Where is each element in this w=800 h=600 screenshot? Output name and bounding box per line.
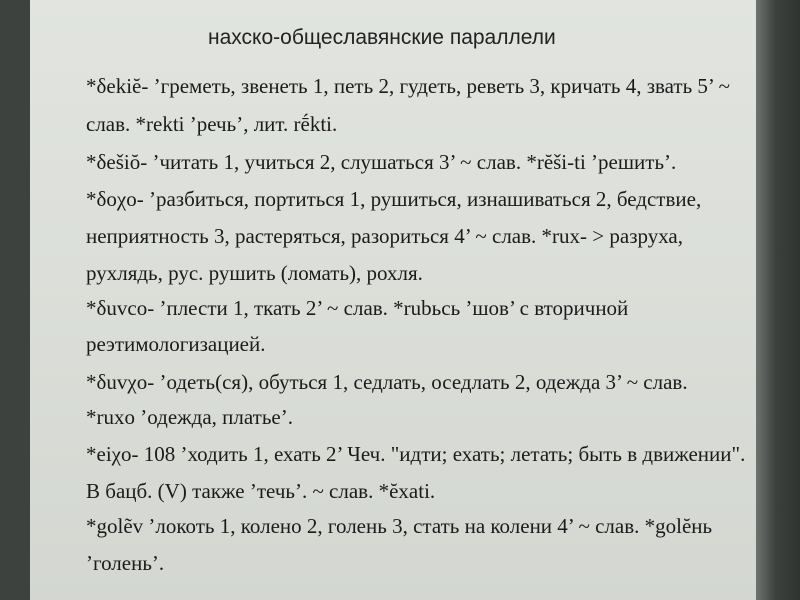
- screen-edge-shadow: [756, 0, 800, 600]
- text-line: В бацб. (V) также ’течь’. ~ слав. *ĕxati.: [86, 479, 436, 503]
- text-line: *δuvco- ’плести 1, ткать 2’ ~ слав. *rubьсь ’шов’ с вторичной: [86, 296, 629, 320]
- text-line: ’голень’.: [86, 551, 165, 575]
- text-line: *δekiĕ- ’греметь, звенеть 1, петь 2, гудеть, реветь 3, кричать 4, звать 5’ ~: [86, 74, 730, 98]
- text-line: *ruxo ’одежда, платье’.: [86, 405, 293, 429]
- text-line: *δoχo- ’разбиться, портиться 1, рушиться, изнашиваться 2, бедствие,: [86, 187, 702, 211]
- text-line: слав. *rekti ’речь’, лит. rḗkti.: [86, 112, 338, 136]
- text-line: *δešiŏ- ’читать 1, учиться 2, слушаться 3’ ~ слав. *rĕši-ti ’решить’.: [86, 150, 677, 174]
- text-line: *eiχo- 108 ’ходить 1, ехать 2’ Чеч. "идти; ехать; летать; быть в движении".: [86, 442, 746, 466]
- text-line: рухлядь, рус. рушить (ломать), рохля.: [86, 261, 423, 285]
- text-line: неприятность 3, растеряться, разориться 4’ ~ слав. *rux- > разруха,: [86, 224, 684, 248]
- text-line: *δuvχo- ’одеть(ся), обуться 1, седлать, оседлать 2, одежда 3’ ~ слав.: [86, 370, 688, 394]
- text-line: *golẽv ’локоть 1, колено 2, голень 3, стать на колени 4’ ~ слав. *golĕнь: [86, 514, 713, 538]
- text-line: реэтимологизацией.: [86, 332, 266, 356]
- slide-title: нахско-общеславянские параллели: [208, 26, 556, 49]
